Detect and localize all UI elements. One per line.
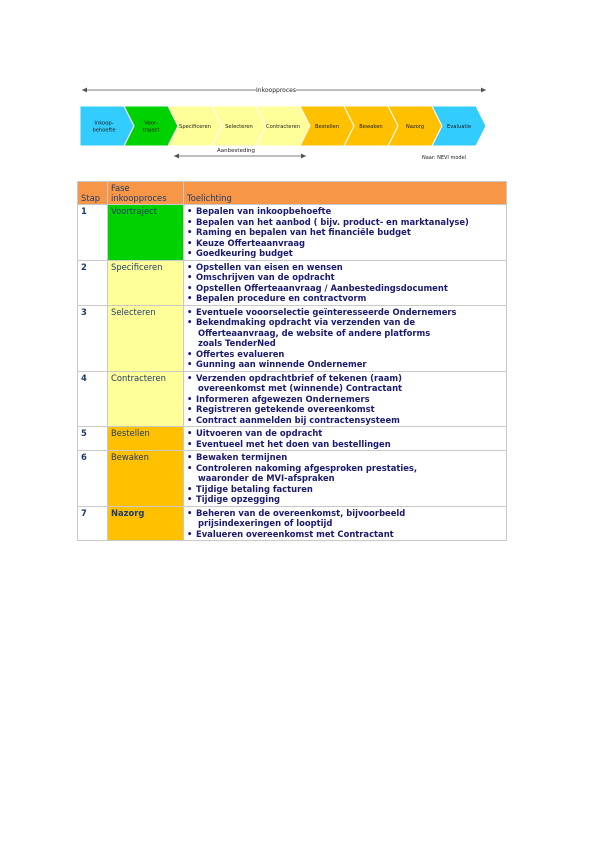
table-row (78, 371, 507, 427)
bullet-item: • Controleren nakoming afgesproken prestaties, (187, 462, 418, 473)
chevron-label-3: Specificeren (179, 124, 211, 130)
chevron-label-4: Selecteren (225, 124, 253, 130)
stap-cell: 2 (78, 260, 108, 305)
header-fase: Fase inkoopproces (108, 182, 184, 205)
bullet-dot-icon: • (187, 462, 193, 473)
bullet-dot-icon: • (187, 452, 193, 462)
toelichting-cell (184, 371, 507, 427)
chevron-label-2: traject (142, 127, 160, 134)
fase-cell: Voortraject (108, 205, 184, 261)
bullet-dot-icon: • (187, 306, 193, 317)
table-body (78, 205, 507, 541)
bullet-item: • Tijdige betaling facturen (187, 483, 313, 494)
bullet-item: • Verzenden opdrachtbrief of tekenen (raam) (187, 372, 402, 383)
bullet-dot-icon: • (187, 428, 193, 438)
bullet-dot-icon: • (187, 248, 193, 258)
process-table (77, 181, 507, 541)
bullet-item: • Informeren afgewezen Ondernemers (187, 393, 370, 404)
process-flow-svg (76, 80, 496, 170)
bullet-dot-icon: • (187, 507, 193, 518)
bullet-item-continuation: zoals TenderNed (198, 338, 276, 348)
bullet-dot-icon: • (187, 206, 193, 216)
top-arrow-right-head (481, 88, 486, 93)
fase-cell: Nazorg (108, 506, 184, 541)
bullet-item: • Bekendmaking opdracht via verzenden van de (187, 317, 416, 327)
bullet-item: • Keuze Offerteaanvraag (187, 237, 306, 248)
bullet-dot-icon: • (187, 261, 193, 272)
bottom-label: Aanbesteding (217, 148, 255, 154)
bullet-dot-icon: • (187, 272, 193, 282)
toelichting-cell (184, 305, 507, 371)
bottom-arrow-right-head (301, 154, 306, 159)
top-arrow-left-head (82, 88, 87, 93)
bullet-item: • Registreren getekende overeenkomst (187, 404, 375, 414)
chevron-label-6: Bestellen (314, 124, 340, 130)
fase-cell: Bestellen (108, 427, 184, 451)
bullet-dot-icon: • (187, 528, 193, 539)
table-row (78, 205, 507, 261)
toelichting-cell (184, 427, 507, 451)
bullet-item: • Gunning aan winnende Ondernemer (187, 359, 367, 369)
chevron-label-7: Bewaken (359, 124, 383, 130)
chevron-label-1: behoefte (92, 127, 116, 134)
fase-cell: Specificeren (108, 260, 184, 305)
table-header-row (78, 182, 507, 205)
bullet-item-continuation: Offerteaanvraag, de website of andere platforms (198, 327, 431, 338)
bullet-dot-icon: • (187, 227, 193, 237)
bullet-item: • Omschrijven van de opdracht (187, 272, 335, 282)
chevron-label-5: Contracteren (265, 124, 301, 130)
chevron-label-2: Voor- (144, 120, 158, 127)
bullet-dot-icon: • (187, 216, 193, 227)
bullet-item: • Opstellen van eisen en wensen (187, 261, 343, 272)
bullet-item: • Raming en bepalen van het financiële budget (187, 227, 411, 237)
bullet-dot-icon: • (187, 317, 193, 327)
bullet-dot-icon: • (187, 359, 193, 369)
chevron-group (80, 106, 486, 146)
stap-cell: 1 (78, 205, 108, 261)
bullet-item: • Contract aanmelden bij contractensysteem (187, 414, 400, 425)
toelichting-cell (184, 260, 507, 305)
bullet-item: • Uitvoeren van de opdracht (187, 428, 323, 438)
chevron-label-8: Nazorg (405, 124, 425, 130)
stap-cell: 6 (78, 451, 108, 507)
fase-cell: Bewaken (108, 451, 184, 507)
bullet-dot-icon: • (187, 404, 193, 414)
bullet-item: • Goedkeuring budget (187, 248, 293, 258)
toelichting-cell (184, 451, 507, 507)
diagram-footnote: Naar: NEVI model (421, 155, 467, 161)
fase-cell: Contracteren (108, 371, 184, 427)
bullet-item: • Bewaken termijnen (187, 452, 288, 462)
table-row (78, 305, 507, 371)
table-row (78, 506, 507, 541)
bullet-item: • Bepalen van inkoopbehoefte (187, 206, 332, 216)
bullet-item: • Eventuele vooorselectie geïnteresseerde Ondernemers (187, 306, 457, 317)
top-label: Inkoopproces (256, 87, 296, 94)
stap-cell: 4 (78, 371, 108, 427)
bullet-item: • Offertes evalueren (187, 348, 285, 359)
bullet-dot-icon: • (187, 282, 193, 293)
chevron-label-9: Evaluatie (446, 124, 472, 130)
header-stap: Stap (78, 182, 108, 205)
bullet-dot-icon: • (187, 438, 193, 449)
toelichting-cell (184, 506, 507, 541)
process-diagram (76, 80, 496, 170)
stap-cell: 3 (78, 305, 108, 371)
bullet-item: • Tijdige opzegging (187, 494, 281, 504)
bullet-item: • Bepalen van het aanbod ( bijv. product- en marktanalyse) (187, 216, 469, 227)
table-row (78, 260, 507, 305)
bullet-dot-icon: • (187, 237, 193, 248)
bullet-item: • Opstellen Offerteaanvraag / Aanbestedingsdocument (187, 282, 448, 293)
bullet-dot-icon: • (187, 483, 193, 494)
fase-cell: Selecteren (108, 305, 184, 371)
header-toelichting: Toelichting (184, 182, 507, 205)
bullet-dot-icon: • (187, 293, 193, 303)
bullet-dot-icon: • (187, 372, 193, 383)
stap-cell: 7 (78, 506, 108, 541)
bullet-item-continuation: prijsindexeringen of looptijd (198, 518, 333, 528)
toelichting-cell (184, 205, 507, 261)
bullet-item: • Bepalen procedure en contractvorm (187, 293, 367, 303)
bullet-dot-icon: • (187, 494, 193, 504)
bullet-item-continuation: overeenkomst met (winnende) Contractant (198, 383, 403, 393)
bullet-dot-icon: • (187, 393, 193, 404)
table-row (78, 427, 507, 451)
bullet-item: • Eventueel met het doen van bestellingen (187, 438, 391, 449)
bullet-item: • Evalueren overeenkomst met Contractant (187, 528, 394, 539)
bullet-item-continuation: waaronder de MVI-afspraken (198, 473, 335, 483)
bottom-arrow-left-head (174, 154, 179, 159)
chevron-label-1: Inkoop- (94, 120, 114, 127)
bullet-dot-icon: • (187, 414, 193, 425)
stap-cell: 5 (78, 427, 108, 451)
bullet-item: • Beheren van de overeenkomst, bijvoorbeeld (187, 507, 406, 518)
bullet-dot-icon: • (187, 348, 193, 359)
table-row (78, 451, 507, 507)
